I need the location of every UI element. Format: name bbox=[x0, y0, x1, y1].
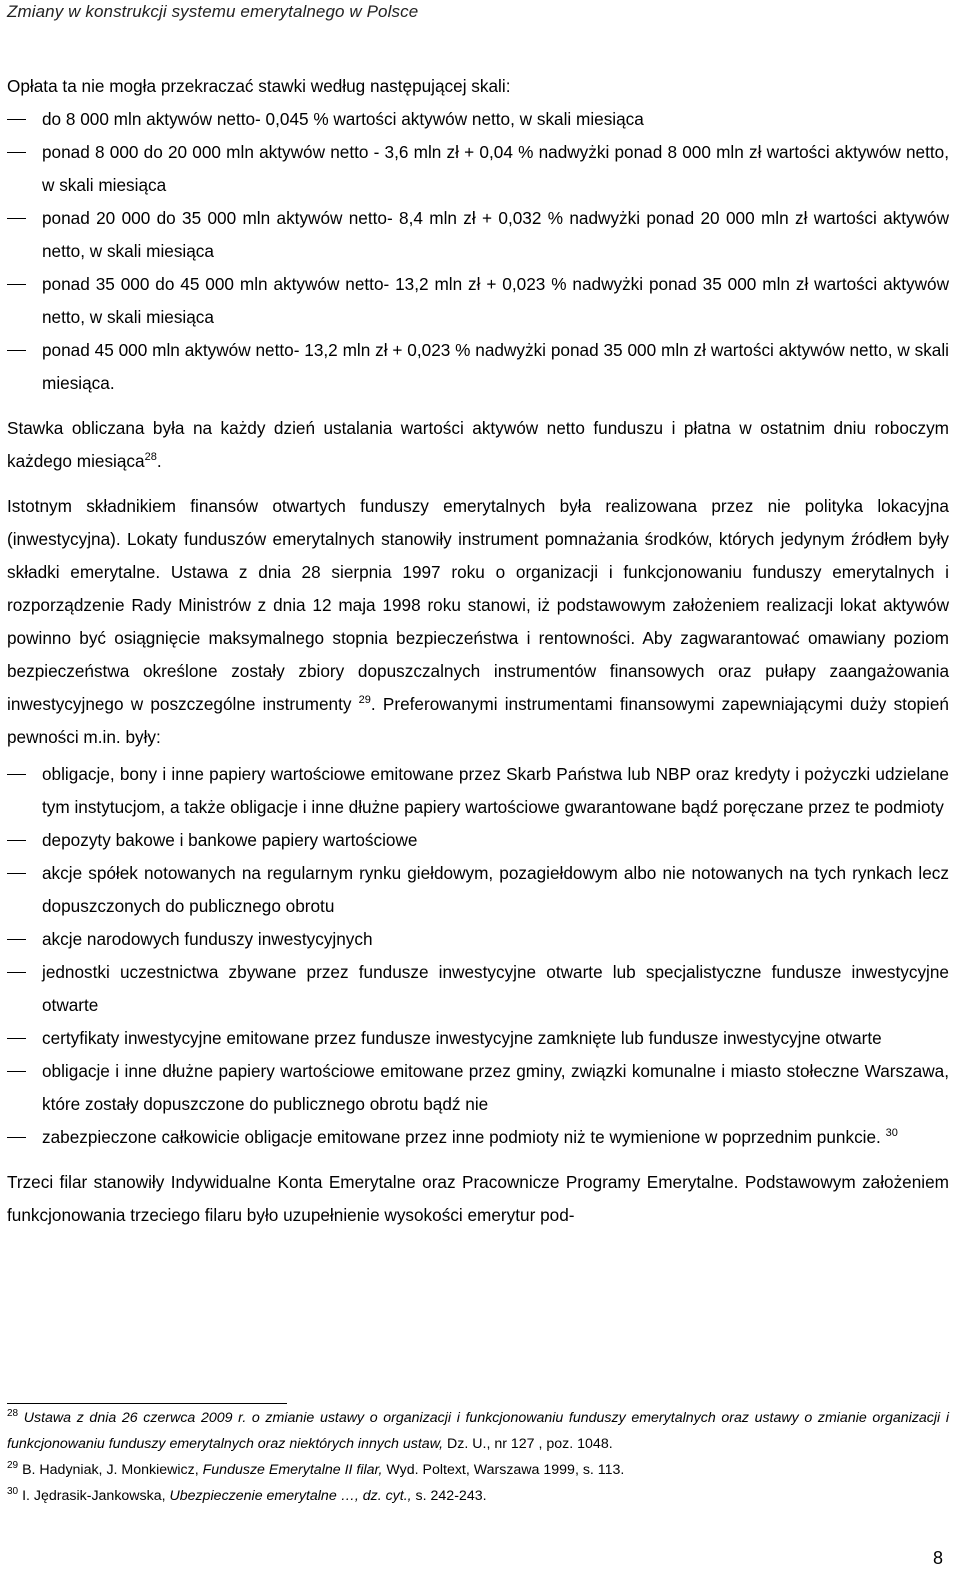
footnote-ref-28[interactable]: 28 bbox=[144, 451, 157, 463]
footnote-authors: I. Jędrasik-Jankowska, bbox=[18, 1488, 170, 1504]
footnote-source: Wyd. Poltext, Warszawa 1999, s. 113. bbox=[382, 1462, 625, 1478]
footnote-title: Ustawa z dnia 26 czerwca 2009 r. o zmianie ustawy o organizacji i funkcjonowaniu funduszy emerytalnych oraz ustawy o zmianie organizacji i funkcjonowaniu funduszy emerytalnych oraz niektórych innych ustaw, bbox=[7, 1410, 949, 1452]
footnote-source: Dz. U., nr 127 , poz. 1048. bbox=[443, 1436, 613, 1452]
footnote-ref-29[interactable]: 29 bbox=[358, 694, 371, 706]
footnote-separator bbox=[7, 1403, 287, 1404]
list-item: depozyty bakowe i bankowe papiery wartościowe bbox=[7, 824, 949, 857]
list-item: akcje spółek notowanych na regularnym rynku giełdowym, pozagiełdowym albo nie notowanych na tych rynkach lecz dopuszczonych do publicznego obrotu bbox=[7, 857, 949, 923]
investment-text-cont: . Preferowanymi instrumentami finansowymi zapewniającymi duży stopień pewności m.in. były: bbox=[7, 694, 949, 747]
list-item: ponad 20 000 do 35 000 mln aktywów netto- 8,4 mln zł + 0,032 % nadwyżki ponad 20 000 mln zł wartości aktywów netto, w skali miesiąca bbox=[7, 202, 949, 268]
footnote-number: 30 bbox=[7, 1486, 19, 1497]
list-item: akcje narodowych funduszy inwestycyjnych bbox=[7, 923, 949, 956]
footnote-title: Fundusze Emerytalne II filar, bbox=[202, 1462, 383, 1478]
investment-text: Istotnym składnikiem finansów otwartych funduszy emerytalnych była realizowana przez nie polityka lokacyjna (inwestycyjna). Lokaty funduszów emerytalnych stanowiły instrument pomnażania środków, których jedynym źródłem były składki emerytalne. Ustawa z dnia 28 sierpnia 1997 roku o organizacji i funkcjonowaniu funduszy emerytalnych i rozporządzenie Rady Ministrów z dnia 12 maja 1998 roku stanowi, iż podstawowym założeniem realizacji lokat aktywów powinno być osiągnięcie maksymalnego stopnia bezpieczeństwa i rentowności. Aby zagwarantować omawiany poziom bezpieczeństwa określone zostały zbiory dopuszczalnych instrumentów finansowych oraz pułapy zaangażowania inwestycyjnego w poszczególne instrumenty bbox=[7, 496, 949, 714]
document-body bbox=[7, 70, 949, 1232]
list-item: obligacje i inne dłużne papiery wartościowe emitowane przez gminy, związki komunalne i miasto stołeczne Warszawa, które zostały dopuszczone do publicznego obrotu bądź nie bbox=[7, 1055, 949, 1121]
third-pillar-paragraph: Trzeci filar stanowiły Indywidualne Konta Emerytalne oraz Pracownicze Programy Emerytalne. Podstawowym założeniem funkcjonowania trzeciego filaru było uzupełnienie wysokości emerytur pod- bbox=[7, 1172, 949, 1225]
list-item: do 8 000 mln aktywów netto- 0,045 % wartości aktywów netto, w skali miesiąca bbox=[7, 103, 949, 136]
footnotes bbox=[7, 1405, 949, 1509]
list-item: certyfikaty inwestycyjne emitowane przez fundusze inwestycyjne zamknięte lub fundusze inwestycyjne otwarte bbox=[7, 1022, 949, 1055]
list-item: ponad 35 000 do 45 000 mln aktywów netto- 13,2 mln zł + 0,023 % nadwyżki ponad 35 000 mln zł wartości aktywów netto, w skali miesiąca bbox=[7, 268, 949, 334]
list-item: ponad 8 000 do 20 000 mln aktywów netto - 3,6 mln zł + 0,04 % nadwyżki ponad 8 000 mln zł wartości aktywów netto, w skali miesiąca bbox=[7, 136, 949, 202]
list-item: jednostki uczestnictwa zbywane przez fundusze inwestycyjne otwarte lub specjalistyczne fundusze inwestycyjne otwarte bbox=[7, 956, 949, 1022]
list-item: ponad 45 000 mln aktywów netto- 13,2 mln zł + 0,023 % nadwyżki ponad 35 000 mln zł wartości aktywów netto, w skali miesiąca. bbox=[7, 334, 949, 400]
running-header: Zmiany w konstrukcji systemu emerytalnego w Polsce bbox=[7, 2, 419, 21]
rate-end: . bbox=[156, 451, 162, 471]
footnote-source: s. 242-243. bbox=[411, 1488, 487, 1504]
list-item bbox=[7, 1121, 949, 1154]
rate-paragraph bbox=[7, 412, 949, 478]
intro-paragraph: Opłata ta nie mogła przekraczać stawki według następującej skali: bbox=[7, 76, 511, 96]
page-number: 8 bbox=[932, 1548, 943, 1568]
footnote-number: 28 bbox=[7, 1408, 19, 1419]
list-item: obligacje, bony i inne papiery wartościowe emitowane przez Skarb Państwa lub NBP oraz kredyty i pożyczki udzielane tym instytucjom, a także obligacje i inne dłużne papiery wartościowe gwarantowane bądź poręczane przez te podmioty bbox=[7, 758, 949, 824]
footnote-30 bbox=[7, 1483, 949, 1509]
footnote-number: 29 bbox=[7, 1460, 19, 1471]
last-instrument-text: zabezpieczone całkowicie obligacje emitowane przez inne podmioty niż te wymienione w poprzednim punkcie. bbox=[42, 1127, 881, 1147]
instruments-list bbox=[7, 758, 949, 1154]
rate-text: Stawka obliczana była na każdy dzień ustalania wartości aktywów netto funduszu i płatna w ostatnim dniu roboczym każdego miesiąca bbox=[7, 418, 949, 471]
footnote-authors: B. Hadyniak, J. Monkiewicz, bbox=[18, 1462, 203, 1478]
footnote-28 bbox=[7, 1405, 949, 1457]
fee-scale-list bbox=[7, 103, 949, 400]
investment-paragraph bbox=[7, 490, 949, 754]
footnote-29 bbox=[7, 1457, 949, 1483]
footnote-title: Ubezpieczenie emerytalne …, dz. cyt., bbox=[169, 1488, 412, 1504]
footnote-ref-30[interactable]: 30 bbox=[885, 1127, 898, 1139]
